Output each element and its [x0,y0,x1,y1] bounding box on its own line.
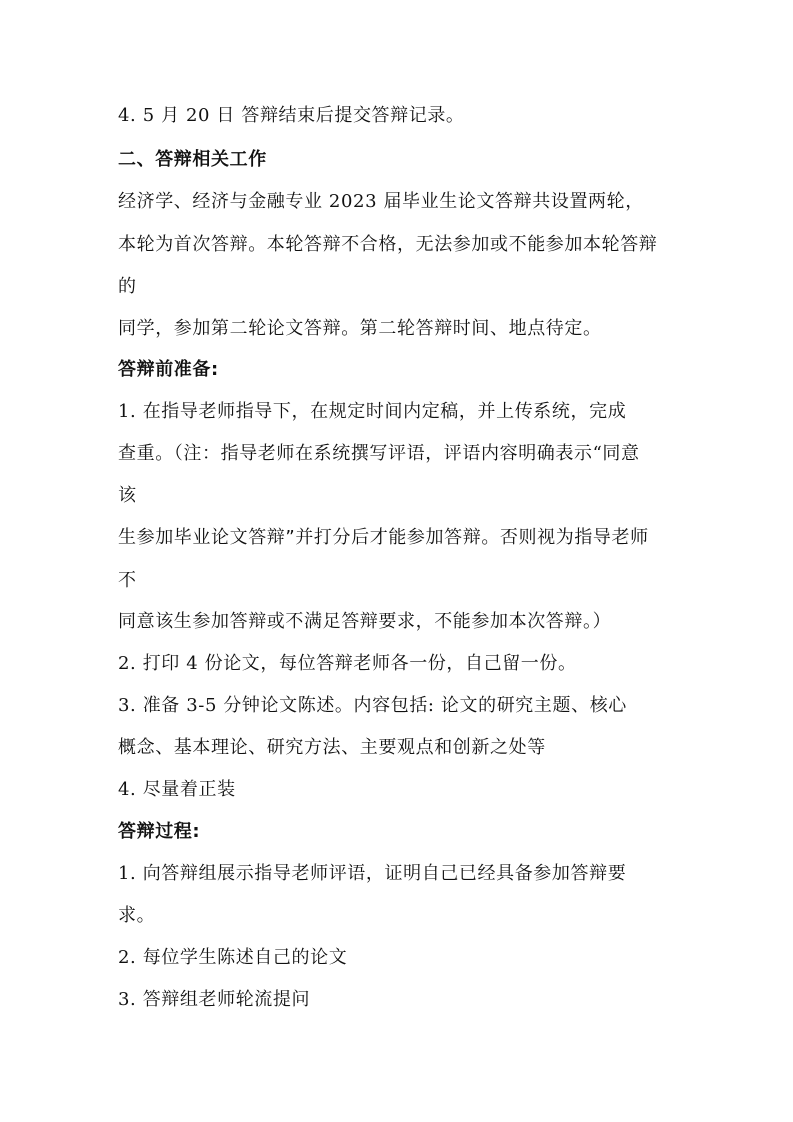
text-line-wrap-gai: 该 [118,485,137,506]
text-line-wrap-bu: 不 [118,570,137,591]
text-line-note-end: 同意该生参加答辩或不满足答辩要求，不能参加本次答辩。） [118,611,612,632]
text-line-process-1: 1. 向答辩组展示指导老师评语，证明自己已经具备参加答辩要 [118,863,627,884]
section-heading-preparation: 答辩前准备: [118,359,219,380]
section-heading-process: 答辩过程: [118,821,201,842]
text-line-wrap-de: 的 [118,276,137,297]
text-line-prep-4: 4. 尽量着正装 [118,779,236,800]
text-line-defense-rounds: 经济学、经济与金融专业 2023 届毕业生论文答辩共设置两轮， [118,191,644,212]
text-line-first-defense: 本轮为首次答辩。本轮答辩不合格，无法参加或不能参加本轮答辩 [118,234,658,255]
text-line-process-2: 2. 每位学生陈述自己的论文 [118,947,348,968]
text-line-note-continued: 生参加毕业论文答辩”并打分后才能参加答辩。否则视为指导老师 [118,527,649,548]
text-line-process-3: 3. 答辩组老师轮流提问 [118,989,311,1010]
text-line-wrap-qiu: 求。 [118,905,156,926]
section-heading-defense-work: 二、答辩相关工作 [118,149,267,170]
text-line-prep-1: 1. 在指导老师指导下，在规定时间内定稿，并上传系统，完成 [118,401,627,422]
text-line-prep-3: 3. 准备 3-5 分钟论文陈述。内容包括: 论文的研究主题、核心 [118,695,627,716]
text-line-prep-1-note: 查重。（注：指导老师在系统撰写评语，评语内容明确表示“同意 [118,443,640,464]
text-line-submit-record: 4. 5 月 20 日 答辩结束后提交答辩记录。 [118,105,465,126]
text-line-second-round: 同学，参加第二轮论文答辩。第二轮答辩时间、地点待定。 [118,318,602,339]
text-line-prep-3-content: 概念、基本理论、研究方法、主要观点和创新之处等 [118,737,546,758]
text-line-prep-2: 2. 打印 4 份论文，每位答辩老师各一份，自己留一份。 [118,653,577,674]
